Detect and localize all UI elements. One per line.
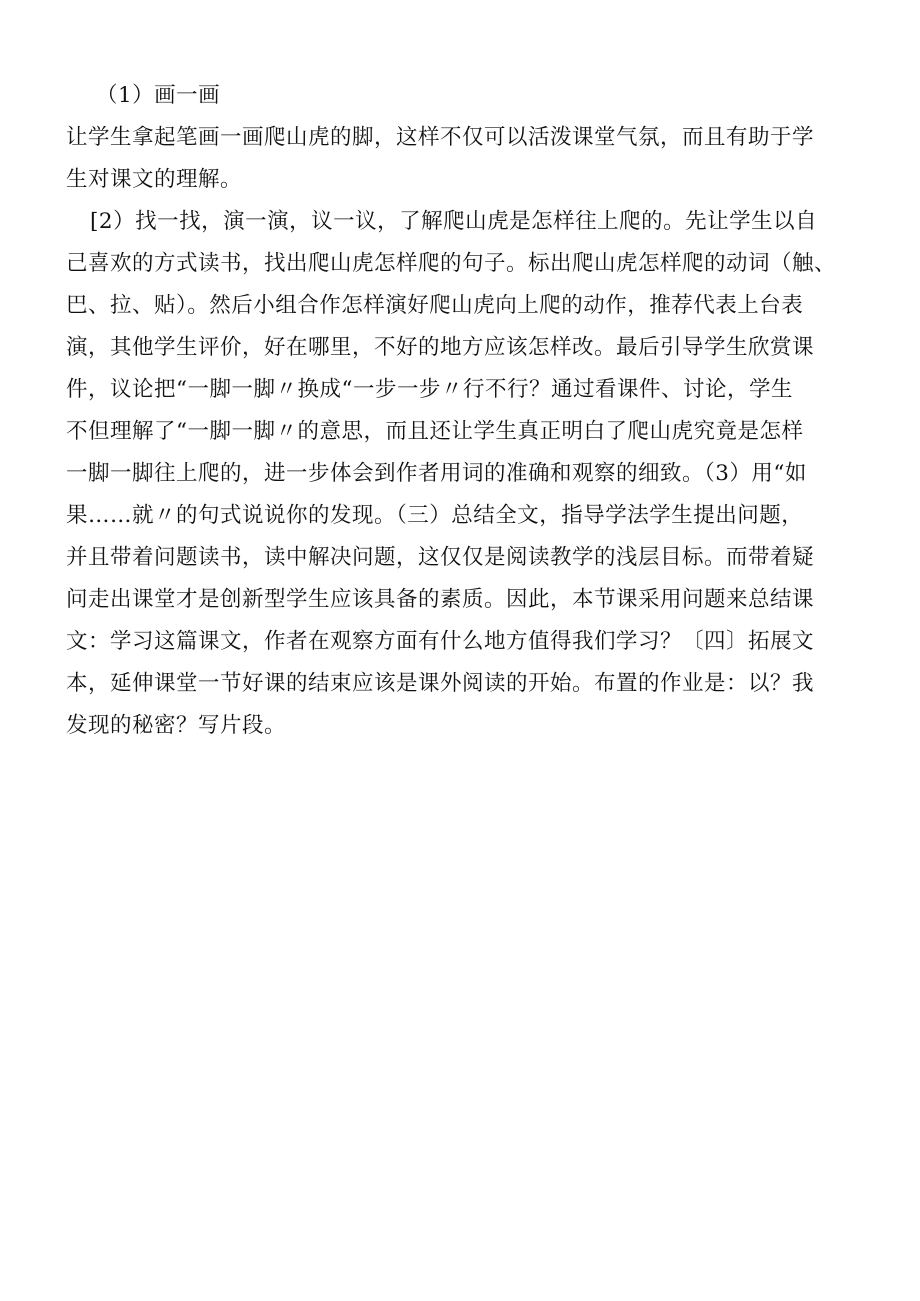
- paragraph-line: 并且带着问题读书，读中解决问题，这仅仅是阅读教学的浅层目标。而带着疑: [66, 545, 815, 570]
- paragraph-line: 果……就〃的句式说说你的发现。（三）总结全文，指导学法学生提出问题，: [66, 503, 804, 528]
- paragraph-line: 生对课文的理解。: [66, 167, 243, 192]
- paragraph-line: 文：学习这篇课文，作者在观察方面有什么地方值得我们学习？〔四〕拓展文: [66, 629, 815, 654]
- heading-draw: （1）画一画: [96, 83, 221, 108]
- paragraph-line: [2）找一找，演一演，议一议，了解爬山虎是怎样往上爬的。先让学生以自: [90, 209, 818, 234]
- paragraph-line: 巴、拉、贴）。然后小组合作怎样演好爬山虎向上爬的动作，推荐代表上台表: [66, 293, 804, 318]
- paragraph-line: 不但理解了“一脚一脚〃的意思，而且还让学生真正明白了爬山虎究竟是怎样: [66, 419, 804, 444]
- paragraph-line: 问走出课堂才是创新型学生应该具备的素质。因此，本节课采用问题来总结课: [66, 587, 815, 612]
- paragraph-line: 演，其他学生评价，好在哪里，不好的地方应该怎样改。最后引导学生欣赏课: [66, 335, 815, 360]
- paragraph-line: 发现的秘密？写片段。: [66, 713, 287, 738]
- paragraph-line: 件，议论把“一脚一脚〃换成“一步一步〃行不行？通过看课件、讨论，学生: [66, 377, 793, 402]
- paragraph-line: 本，延伸课堂一节好课的结束应该是课外阅读的开始。布置的作业是：以？我: [66, 671, 815, 696]
- paragraph-line: 己喜欢的方式读书，找出爬山虎怎样爬的句子。标出爬山虎怎样爬的动词（触、: [66, 251, 837, 276]
- document-body: [66, 75, 866, 747]
- paragraph-line: 一脚一脚往上爬的，进一步体会到作者用词的准确和观察的细致。（3）用“如: [66, 461, 807, 486]
- paragraph-line: 让学生拿起笔画一画爬山虎的脚，这样不仅可以活泼课堂气氛，而且有助于学: [66, 125, 815, 150]
